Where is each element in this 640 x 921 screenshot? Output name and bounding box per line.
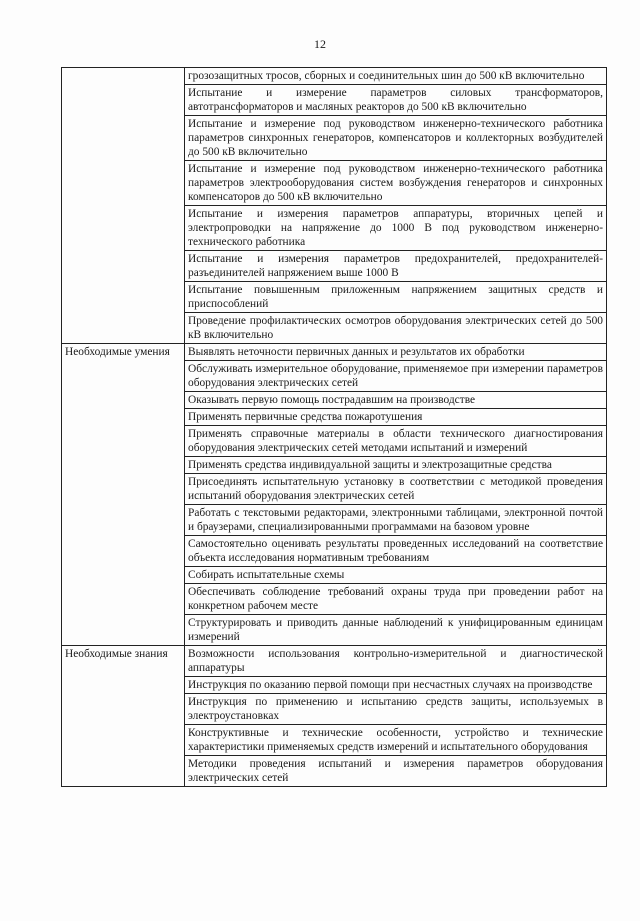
- table-cell: Самостоятельно оценивать результаты проведенных исследований на соответствие объекта исследования нормативным требованиям: [185, 536, 607, 567]
- table-cell: Структурировать и приводить данные наблюдений к унифицированным единицам измерений: [185, 615, 607, 646]
- table-cell: Применять справочные материалы в области технического диагностирования оборудования электрических сетей методами испытаний и измерений: [185, 426, 607, 457]
- section-label-labor-actions-continued: [62, 68, 185, 344]
- table-row: [62, 68, 607, 85]
- table-cell: Испытание и измерение параметров силовых трансформаторов, автотрансформаторов и масляных реакторов до 500 кВ включительно: [185, 85, 607, 116]
- table-cell: Испытание и измерение под руководством инженерно-технического работника параметров электрооборудования систем возбуждения генераторов и синхронных компенсаторов до 500 кВ включительно: [185, 161, 607, 206]
- table-cell: Испытание и измерения параметров предохранителей, предохранителей-разъединителей напряжением выше 1000 В: [185, 251, 607, 282]
- table-cell: Оказывать первую помощь пострадавшим на производстве: [185, 392, 607, 409]
- page-number: 12: [314, 37, 326, 51]
- table-cell: Работать с текстовыми редакторами, электронными таблицами, электронной почтой и браузерами, специализированными программами на базовом уровне: [185, 505, 607, 536]
- table-cell: Методики проведения испытаний и измерения параметров оборудования электрических сетей: [185, 756, 607, 787]
- table-cell: Обслуживать измерительное оборудование, применяемое при измерении параметров оборудования электрических сетей: [185, 361, 607, 392]
- table-cell: Испытание и измерения параметров аппаратуры, вторичных цепей и электропроводки на напряжение до 1000 В под руководством инженерно-технического работника: [185, 206, 607, 251]
- table-cell: Обеспечивать соблюдение требований охраны труда при проведении работ на конкретном рабочем месте: [185, 584, 607, 615]
- table-cell: Инструкция по применению и испытанию средств защиты, используемых в электроустановках: [185, 694, 607, 725]
- table-cell: Конструктивные и технические особенности, устройство и технические характеристики применяемых средств измерений и испытательного оборудования: [185, 725, 607, 756]
- table-cell: Собирать испытательные схемы: [185, 567, 607, 584]
- table-cell: Возможности использования контрольно-измерительной и диагностической аппаратуры: [185, 646, 607, 677]
- table-cell: Присоединять испытательную установку в соответствии с методикой проведения испытаний оборудования электрических сетей: [185, 474, 607, 505]
- table-cell: Инструкция по оказанию первой помощи при несчастных случаях на производстве: [185, 677, 607, 694]
- table-cell: Испытание и измерение под руководством инженерно-технического работника параметров синхронных генераторов, компенсаторов и коллекторных возбудителей до 500 кВ включительно: [185, 116, 607, 161]
- section-label-skills: Необходимые умения: [62, 344, 185, 646]
- table-cell: грозозащитных тросов, сборных и соединительных шин до 500 кВ включительно: [185, 68, 607, 85]
- table-cell: Применять первичные средства пожаротушения: [185, 409, 607, 426]
- table-cell: Выявлять неточности первичных данных и результатов их обработки: [185, 344, 607, 361]
- table-cell: Проведение профилактических осмотров оборудования электрических сетей до 500 кВ включительно: [185, 313, 607, 344]
- table-cell: Применять средства индивидуальной защиты и электрозащитные средства: [185, 457, 607, 474]
- section-label-knowledge: Необходимые знания: [62, 646, 185, 787]
- requirements-table: [61, 67, 607, 787]
- table-cell: Испытание повышенным приложенным напряжением защитных средств и приспособлений: [185, 282, 607, 313]
- table-row: [62, 646, 607, 677]
- table-row: [62, 344, 607, 361]
